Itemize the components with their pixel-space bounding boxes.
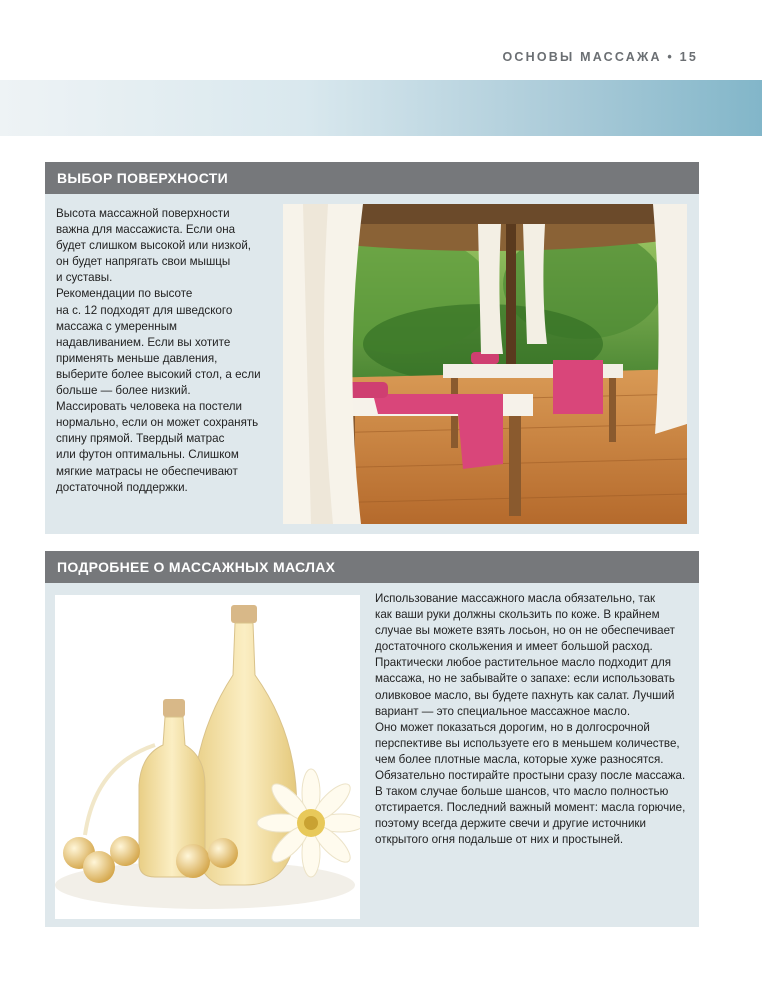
section-massage-oils	[45, 551, 699, 927]
section-surface-choice	[45, 162, 699, 534]
running-head: ОСНОВЫ МАССАЖА • 15	[502, 50, 698, 64]
paragraph: Использование массажного масла обязательно, так как ваши руки должны скользить по коже. В крайнем случае вы можете взять лосьон, но он не обеспечивает достаточного скольжения и имеет большой расход.	[375, 592, 675, 654]
paragraph: Обязательно постирайте простыни сразу после массажа. В таком случае больше шансов, что масло полностью отстирается. Последний важный момент: масла горючие, поэтому всегда держите свечи и другие источники открытого огня подальше от них и простыней.	[375, 769, 686, 847]
section-body	[56, 206, 271, 496]
section-title: ПОДРОБНЕЕ О МАССАЖНЫХ МАСЛАХ	[45, 551, 699, 583]
paragraph: Практически любое растительное масло подходит для массажа, но не забывайте о запахе: если использовать оливковое масло, вы будете пахнуть как салат. Лучший вариант — это специальное массажное масло.	[375, 656, 675, 718]
oil-bottles-photo	[55, 595, 360, 919]
spa-gazebo-photo	[283, 204, 687, 524]
paragraph: Рекомендации по высоте на с. 12 подходят для шведского массажа с умеренным надавливанием. Если вы хотите применять меньше давления, выберите более высокий стол, а если больше — более низкий.	[56, 287, 261, 398]
paragraph: Массировать человека на постели нормально, если он может сохранять спину прямой. Твердый матрас или футон оптимальны. Слишком мягкие матрасы не обеспечивают достаточной поддержки.	[56, 400, 259, 494]
paragraph: Оно может показаться дорогим, но в долгосрочной перспективе вы используете его в меньшем количестве, чем более плотные масла, которые хуже разносятся.	[375, 720, 680, 766]
decorative-gradient-band	[0, 80, 762, 136]
paragraph: Высота массажной поверхности важна для массажиста. Если она будет слишком высокой или низкой, он будет напрягать свои мышцы и суставы.	[56, 207, 252, 285]
section-body	[375, 591, 691, 849]
section-title: ВЫБОР ПОВЕРХНОСТИ	[45, 162, 699, 194]
